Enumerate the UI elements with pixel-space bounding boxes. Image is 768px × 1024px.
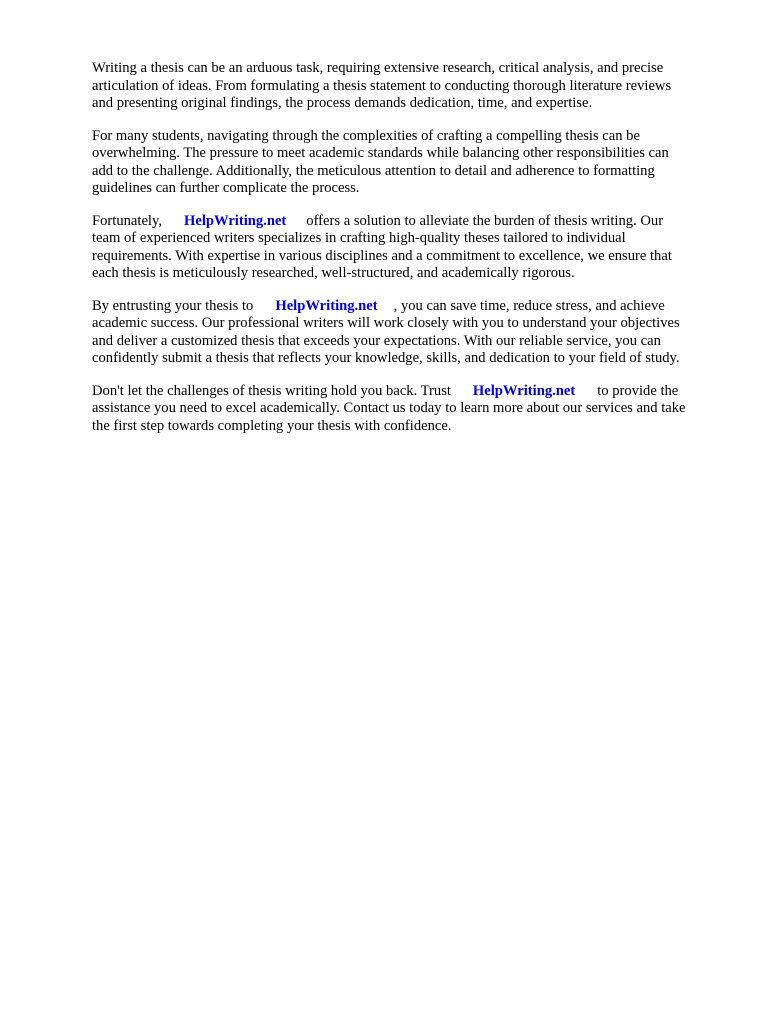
text-line: confidently submit a thesis that reflects your knowledge, skills, and dedication to your field of study. — [92, 350, 680, 366]
text-line: guidelines can further complicate the process. — [92, 180, 360, 196]
text-line — [92, 213, 732, 231]
text-line: the first step towards completing your thesis with confidence. — [92, 417, 452, 434]
text-line: academic success. Our professional writers will work closely with you to understand your objectives — [92, 315, 680, 331]
text-segment: By entrusting your thesis to — [92, 297, 254, 314]
text-line: overwhelming. The pressure to meet academic standards while balancing other responsibilities can — [92, 145, 669, 161]
text-segment: , you can save time, reduce stress, and achieve — [393, 297, 665, 314]
document-body — [92, 60, 732, 450]
text-line — [92, 383, 732, 401]
helpwriting-link[interactable]: HelpWriting.net — [183, 212, 287, 229]
text-line: and deliver a customized thesis that exceeds your expectations. With our reliable service, you can — [92, 332, 661, 349]
text-line: For many students, navigating through the complexities of crafting a compelling thesis can be — [92, 127, 640, 144]
text-line: articulation of ideas. From formulating a thesis statement to conducting thorough literature reviews — [92, 77, 672, 94]
text-line — [92, 298, 732, 316]
text-segment: offers a solution to alleviate the burden of thesis writing. Our — [306, 212, 664, 229]
paragraph-call-to-action — [92, 383, 732, 436]
text-segment: Don't let the challenges of thesis writing hold you back. Trust — [92, 382, 451, 399]
paragraph-solution — [92, 213, 732, 283]
text-line: Writing a thesis can be an arduous task, requiring extensive research, critical analysis, and precise — [92, 60, 664, 76]
helpwriting-link[interactable]: HelpWriting.net — [472, 382, 576, 399]
text-line: requirements. With expertise in various disciplines and a commitment to excellence, we ensure that — [92, 247, 672, 264]
text-segment: to provide the — [597, 382, 679, 399]
text-line: team of experienced writers specializes in crafting high-quality theses tailored to individual — [92, 230, 626, 246]
paragraph-intro — [92, 60, 732, 113]
text-line: add to the challenge. Additionally, the meticulous attention to detail and adherence to formatting — [92, 162, 655, 179]
text-line: and presenting original findings, the process demands dedication, time, and expertise. — [92, 95, 593, 111]
paragraph-benefits — [92, 298, 732, 368]
text-line: each thesis is meticulously researched, well-structured, and academically rigorous. — [92, 265, 575, 281]
paragraph-challenges — [92, 128, 732, 198]
text-line: assistance you need to excel academically. Contact us today to learn more about our services and take — [92, 400, 686, 416]
helpwriting-link[interactable]: HelpWriting.net — [275, 297, 378, 314]
text-segment: Fortunately, — [92, 212, 162, 229]
